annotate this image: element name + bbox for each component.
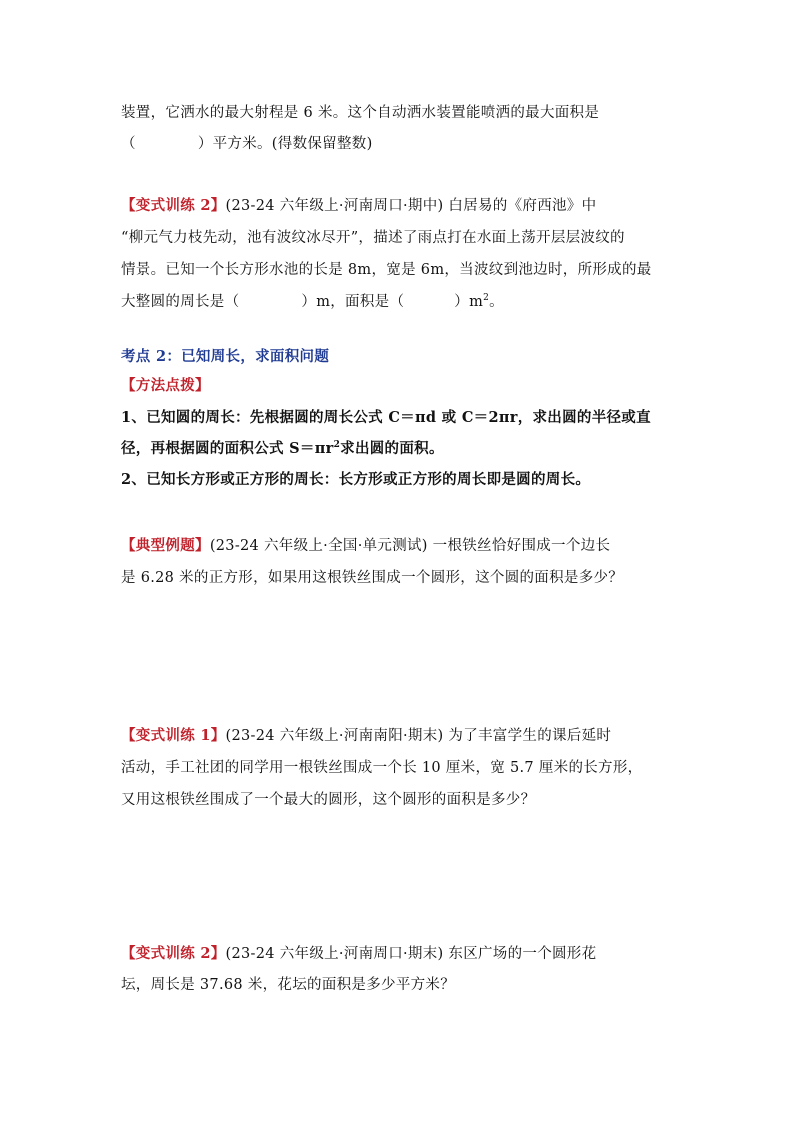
unit-exponent: 2 [483, 293, 490, 304]
example-text: (23-24 六年级上·全国·单元测试) 一根铁丝恰好围成一个边长 [209, 538, 611, 554]
example-text: 是 6.28 米的正方形，如果用这根铁丝围成一个圆形，这个圆的面积是多少？ [121, 570, 624, 586]
exercise-text: 坛，周长是 37.68 米，花坛的面积是多少平方米？ [121, 977, 456, 993]
exercise1-line-3 [121, 790, 535, 810]
exercise1-line-1 [121, 726, 611, 746]
method-text: 求出圆的面积。 [340, 440, 444, 457]
exercise-text: “柳元气力枝先动，池有波纹冰尽开”，描述了雨点打在水面上荡开层层波纹的 [121, 230, 625, 246]
exercise2a-line-1 [121, 196, 596, 216]
method-text: 径，再根据圆的面积公式 S＝πr [121, 440, 334, 457]
blank-open-paren: （ [121, 136, 136, 152]
exercise2a-line-2 [121, 228, 625, 248]
exercise-text: 情景。已知一个长方形水池的长是 8m，宽是 6m，当波纹到池边时，所形成的最 [121, 262, 652, 278]
method-point-1-line-2 [121, 439, 444, 459]
intro-text: 装置，它洒水的最大射程是 6 米。这个自动洒水装置能喷洒的最大面积是 [121, 105, 600, 121]
exercise2a-line-3 [121, 260, 652, 280]
intro-line-2-text: ）平方米。(得数保留整数) [197, 136, 373, 152]
exercise-text: (23-24 六年级上·河南南阳·期末) 为了丰富学生的课后延时 [225, 728, 612, 744]
example-line-2 [121, 568, 623, 588]
unit-text: ）m [454, 294, 484, 310]
exercise2b-line-1 [121, 944, 596, 964]
exercise-text: 。 [489, 294, 504, 310]
example-line-1 [121, 536, 610, 556]
exercise-text: ）m，面积是（ [301, 294, 405, 310]
formula-exponent: 2 [333, 440, 341, 451]
method-point-1-line-1: 1、已知圆的周长：先根据圆的周长公式 C＝πd 或 C＝2πr，求出圆的半径或直 [121, 409, 651, 426]
exercise-text: 又用这根铁丝围成了一个最大的圆形，这个圆形的面积是多少？ [121, 792, 536, 808]
exercise-tag: 【变式训练 1】 [121, 727, 226, 744]
exercise-text: 活动，手工社团的同学用一根铁丝围成一个长 10 厘米，宽 5.7 厘米的长方形， [121, 760, 643, 776]
exercise1-line-2 [121, 758, 642, 778]
method-tag: 【方法点拨】 [121, 377, 210, 394]
intro-line-2 [121, 134, 373, 154]
exercise-tag: 【变式训练 2】 [121, 197, 226, 214]
method-point-2: 2、已知长方形或正方形的周长：长方形或正方形的周长即是圆的周长。 [121, 471, 591, 488]
exercise-source: (23-24 六年级上·河南周口·期中) 白居易的《府西池》中 [225, 198, 597, 214]
example-tag: 【典型例题】 [121, 537, 210, 554]
section-title: 考点 2：已知周长，求面积问题 [121, 348, 330, 365]
exercise2b-line-2 [121, 975, 455, 995]
exercise2a-line-4 [121, 292, 504, 312]
intro-line-1 [121, 103, 599, 123]
exercise-tag: 【变式训练 2】 [121, 945, 226, 962]
exercise-text: (23-24 六年级上·河南周口·期末) 东区广场的一个圆形花 [225, 946, 597, 962]
exercise-text: 大整圆的周长是（ [121, 294, 240, 310]
